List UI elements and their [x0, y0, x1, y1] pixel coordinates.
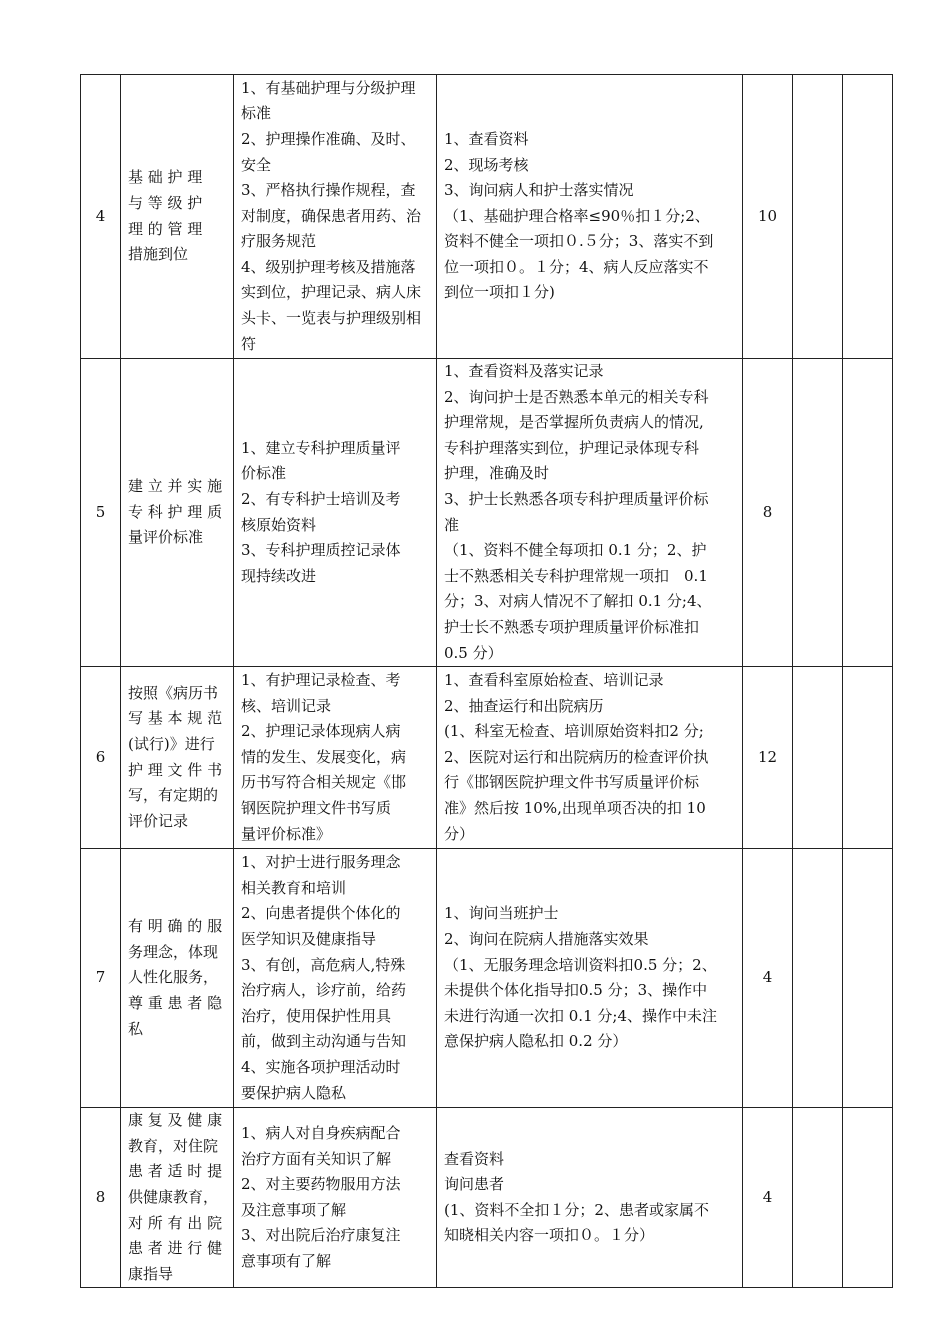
standard-cell-line: 安全	[241, 155, 272, 174]
item-cell-line: 对 所 有 出 院	[128, 1213, 223, 1232]
item-cell-line: 务理念，体现	[128, 942, 219, 961]
item-cell-line: 康指导	[128, 1264, 174, 1283]
method-cell-line: 2、询问在院病人措施落实效果	[444, 929, 649, 948]
standard-cell-line: 现持续改进	[241, 566, 317, 585]
method-cell	[437, 1108, 743, 1288]
item-cell-line: 患 者 适 时 提	[128, 1162, 223, 1181]
item-cell-line: 护 理 文 件 书	[128, 760, 223, 779]
standard-cell-line: 2、护理操作准确、及时、	[241, 129, 416, 148]
row-number: 6	[81, 667, 121, 849]
blank-cell-a	[793, 75, 843, 359]
method-cell-line: 3、询问病人和护士落实情况	[444, 181, 634, 200]
score-cell: 8	[743, 359, 793, 667]
item-cell-line: (试行)》进行	[128, 735, 215, 754]
method-cell-line: 未进行沟通一次扣 0.1 分;4、操作中未注	[444, 1006, 717, 1025]
standard-cell	[234, 667, 437, 849]
blank-cell-a	[793, 1108, 843, 1288]
standard-cell-line: 治疗，使用保护性用具	[241, 1006, 392, 1025]
item-cell-line: 写，有定期的	[128, 786, 219, 805]
standard-cell-line: 核原始资料	[241, 515, 317, 534]
method-cell-line: 护士长不熟悉专项护理质量评价标准扣	[444, 617, 700, 636]
standard-cell-line: 符	[241, 334, 257, 353]
method-cell-line: 2、询问护士是否熟悉本单元的相关专科	[444, 387, 709, 406]
method-cell-line: （1、资料不健全每项扣 0.1 分；2、护	[444, 541, 707, 560]
item-cell-line: 基 础 护 理	[128, 168, 203, 187]
item-cell-line: 供健康教育，	[128, 1187, 219, 1206]
item-cell-line: 评价记录	[128, 811, 189, 830]
blank-cell-b	[843, 1108, 893, 1288]
standard-cell-line: 价标准	[241, 464, 287, 483]
table-row	[81, 1108, 893, 1288]
standard-cell-line: 3、对出院后治疗康复注	[241, 1226, 401, 1245]
standard-cell-line: 实到位，护理记录、病人床	[241, 283, 422, 302]
method-cell-line: 2、抽查运行和出院病历	[444, 696, 604, 715]
standard-cell-line: 2、护理记录体现病人病	[241, 722, 401, 741]
standard-cell-line: 2、向患者提供个体化的	[241, 904, 401, 923]
standard-cell-line: 3、专科护理质控记录体	[241, 541, 401, 560]
method-cell	[437, 75, 743, 359]
item-cell	[121, 75, 234, 359]
table-row	[81, 359, 893, 667]
standard-cell-line: 3、严格执行操作规程，查	[241, 181, 416, 200]
standard-cell-line: 量评价标准》	[241, 824, 332, 843]
method-cell-line: 专科护理落实到位，护理记录体现专科	[444, 438, 700, 457]
standard-cell-line: 4、实施各项护理活动时	[241, 1057, 401, 1076]
standard-cell-line: 意事项有了解	[241, 1251, 332, 1270]
item-cell-line: 康 复 及 健 康	[128, 1111, 223, 1130]
method-cell-line: 未提供个体化指导扣0.5 分；3、操作中	[444, 981, 708, 1000]
method-cell-line: (1、科室无检查、培训原始资料扣2 分;	[444, 722, 704, 741]
item-cell	[121, 849, 234, 1108]
standard-cell-line: 钢医院护理文件书写质	[241, 799, 392, 818]
blank-cell-b	[843, 75, 893, 359]
method-cell-line: 资料不健全一项扣０.５分；3、落实不到	[444, 232, 714, 251]
method-cell-line: 到位一项扣１分)	[444, 283, 555, 302]
method-cell-line: 行《邯钢医院护理文件书写质量评价标	[444, 773, 700, 792]
item-cell-line: 按照《病历书	[128, 683, 219, 702]
standard-cell-line: 1、病人对自身疾病配合	[241, 1123, 401, 1142]
item-cell	[121, 359, 234, 667]
item-cell-line: 专 科 护 理 质	[128, 502, 223, 521]
method-cell-line: （1、基础护理合格率≤90％扣１分;2、	[444, 206, 710, 225]
standard-cell-line: 4、级别护理考核及措施落	[241, 257, 416, 276]
standard-cell-line: 历书写符合相关规定《邯	[241, 773, 407, 792]
method-cell-line: 护理，准确及时	[444, 464, 550, 483]
item-cell-line: 人性化服务，	[128, 968, 219, 987]
method-cell-line: 2、医院对运行和出院病历的检查评价执	[444, 747, 709, 766]
standard-cell	[234, 359, 437, 667]
method-cell-line: 分）	[444, 824, 475, 843]
score-cell: 10	[743, 75, 793, 359]
method-cell-line: 1、询问当班护士	[444, 904, 559, 923]
blank-cell-b	[843, 849, 893, 1108]
table-row	[81, 667, 893, 849]
standard-cell-line: 医学知识及健康指导	[241, 929, 377, 948]
method-cell-line: 准》然后按 10%,出现单项否决的扣 10	[444, 799, 706, 818]
item-cell	[121, 667, 234, 849]
table-body	[81, 75, 893, 1288]
standard-cell-line: 1、对护士进行服务理念	[241, 853, 401, 872]
method-cell-line: （1、无服务理念培训资料扣0.5 分；2、	[444, 955, 717, 974]
method-cell	[437, 667, 743, 849]
method-cell-line: 士不熟悉相关专科护理常规一项扣 0.1	[444, 566, 708, 585]
table-row	[81, 849, 893, 1108]
score-cell: 4	[743, 849, 793, 1108]
row-number: 7	[81, 849, 121, 1108]
method-cell-line: 护理常规，是否掌握所负责病人的情况,	[444, 413, 704, 432]
standard-cell-line: 核、培训记录	[241, 696, 332, 715]
standard-cell-line: 标准	[241, 104, 272, 123]
standard-cell	[234, 75, 437, 359]
row-number: 4	[81, 75, 121, 359]
score-cell: 12	[743, 667, 793, 849]
method-cell-line: 位一项扣０。１分；4、病人反应落实不	[444, 257, 709, 276]
method-cell-line: 知晓相关内容一项扣０。１分）	[444, 1226, 655, 1245]
method-cell	[437, 359, 743, 667]
method-cell-line: 意保护病人隐私扣 0.2 分）	[444, 1032, 628, 1051]
item-cell-line: 私	[128, 1019, 144, 1038]
standard-cell-line: 对制度，确保患者用药、治	[241, 206, 422, 225]
blank-cell-a	[793, 667, 843, 849]
standard-cell-line: 2、对主要药物服用方法	[241, 1175, 401, 1194]
standard-cell-line: 治疗方面有关知识了解	[241, 1149, 392, 1168]
blank-cell-b	[843, 667, 893, 849]
method-cell	[437, 849, 743, 1108]
item-cell	[121, 1108, 234, 1288]
score-cell: 4	[743, 1108, 793, 1288]
standard-cell-line: 头卡、一览表与护理级别相	[241, 309, 422, 328]
item-cell-line: 与 等 级 护	[128, 193, 203, 212]
item-cell-line: 写 基 本 规 范	[128, 709, 223, 728]
standard-cell-line: 1、有护理记录检查、考	[241, 671, 401, 690]
method-cell-line: 查看资料	[444, 1149, 505, 1168]
method-cell-line: 1、查看资料	[444, 129, 529, 148]
item-cell-line: 尊 重 患 者 隐	[128, 993, 223, 1012]
table-row	[81, 75, 893, 359]
evaluation-table	[80, 74, 893, 1288]
item-cell-line: 理 的 管 理	[128, 219, 203, 238]
method-cell-line: 1、查看资料及落实记录	[444, 362, 604, 380]
blank-cell-a	[793, 849, 843, 1108]
item-cell-line: 措施到位	[128, 245, 189, 264]
standard-cell-line: 3、有创，高危病人,特殊	[241, 955, 406, 974]
row-number: 5	[81, 359, 121, 667]
standard-cell-line: 2、有专科护士培训及考	[241, 489, 401, 508]
standard-cell-line: 疗服务规范	[241, 232, 317, 251]
row-number: 8	[81, 1108, 121, 1288]
standard-cell-line: 相关教育和培训	[241, 878, 347, 897]
method-cell-line: 2、现场考核	[444, 155, 529, 174]
blank-cell-b	[843, 359, 893, 667]
standard-cell	[234, 1108, 437, 1288]
method-cell-line: 询问患者	[444, 1175, 505, 1194]
standard-cell-line: 情的发生、发展变化，病	[241, 747, 407, 766]
method-cell-line: 1、查看科室原始检查、培训记录	[444, 671, 664, 690]
standard-cell-line: 要保护病人隐私	[241, 1083, 347, 1102]
standard-cell-line: 前，做到主动沟通与告知	[241, 1032, 407, 1051]
method-cell-line: (1、资料不全扣１分；2、患者或家属不	[444, 1200, 709, 1219]
item-cell-line: 量评价标准	[128, 528, 204, 547]
standard-cell-line: 1、有基础护理与分级护理	[241, 78, 416, 97]
method-cell-line: 准	[444, 515, 460, 534]
blank-cell-a	[793, 359, 843, 667]
item-cell-line: 有 明 确 的 服	[128, 917, 223, 936]
method-cell-line: 0.5 分）	[444, 643, 503, 662]
standard-cell	[234, 849, 437, 1108]
item-cell-line: 教育，对住院	[128, 1136, 219, 1155]
item-cell-line: 患 者 进 行 健	[128, 1239, 223, 1258]
item-cell-line: 建 立 并 实 施	[128, 477, 223, 496]
standard-cell-line: 治疗病人，诊疗前，给药	[241, 981, 407, 1000]
standard-cell-line: 及注意事项了解	[241, 1200, 347, 1219]
standard-cell-line: 1、建立专科护理质量评	[241, 438, 401, 457]
method-cell-line: 分；3、对病人情况不了解扣 0.1 分;4、	[444, 592, 712, 611]
method-cell-line: 3、护士长熟悉各项专科护理质量评价标	[444, 489, 709, 508]
